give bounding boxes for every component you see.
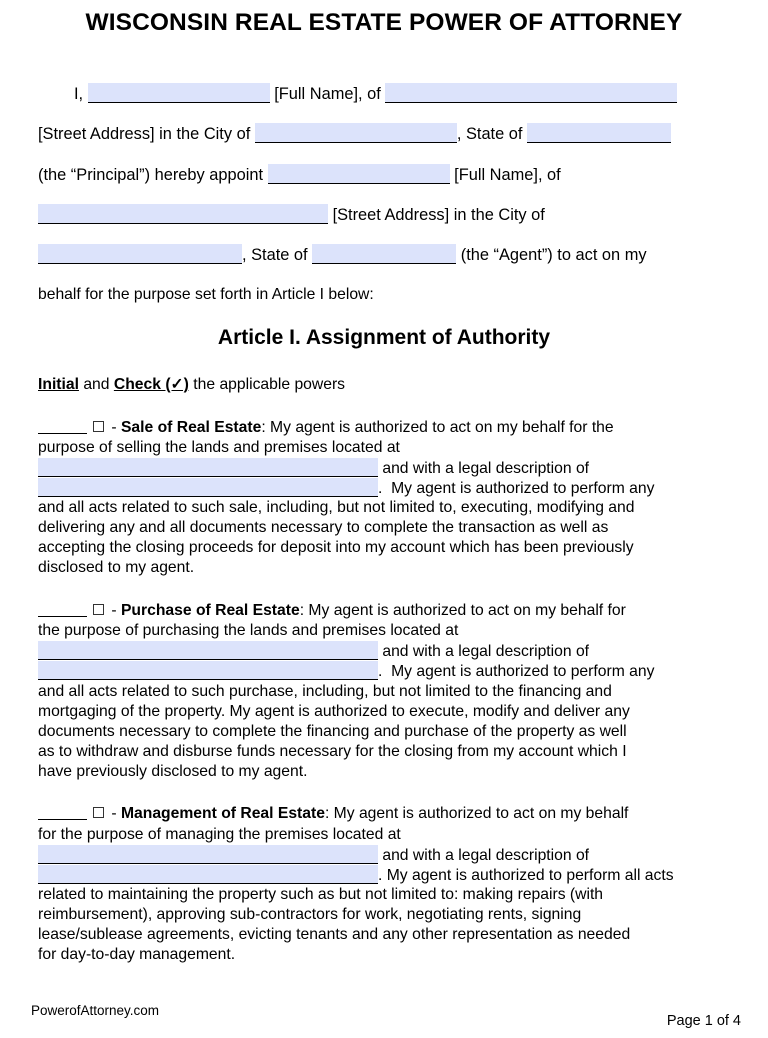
sale-line-2: purpose of selling the lands and premises located at <box>38 439 400 456</box>
principal-city-field[interactable] <box>255 123 457 143</box>
sale-line-4: . My agent is authorized to perform any <box>38 478 654 499</box>
management-heading: Management of Real Estate <box>120 805 325 822</box>
intro-line-5: , State of (the “Agent”) to act on my <box>38 244 647 265</box>
sale-line-6: delivering any and all documents necessary to complete the transaction as well as <box>38 519 609 536</box>
article-heading: Article I. Assignment of Authority <box>217 326 551 349</box>
principal-state-field[interactable] <box>527 123 671 143</box>
purchase-address-field[interactable] <box>38 641 378 660</box>
intro-line-6: behalf for the purpose set forth in Article I below: <box>38 286 374 303</box>
management-line-8: for day-to-day management. <box>38 946 236 963</box>
agent-name-field[interactable] <box>268 164 450 184</box>
footer-page-number: Page 1 of 4 <box>666 1013 741 1029</box>
document-title: WISCONSIN REAL ESTATE POWER OF ATTORNEY <box>85 9 683 36</box>
purchase-line-9: have previously disclosed to my agent. <box>38 763 308 780</box>
sale-checkbox[interactable] <box>93 421 104 432</box>
purchase-initial-field[interactable] <box>38 601 87 617</box>
sale-line-8: disclosed to my agent. <box>38 559 195 576</box>
management-line-1: - Management of Real Estate: My agent is authorized to act on my behalf <box>38 804 628 824</box>
intro-line-1: I, [Full Name], of <box>74 83 677 104</box>
principal-name-field[interactable] <box>88 83 270 103</box>
principal-street-field[interactable] <box>385 83 677 103</box>
sale-address-field[interactable] <box>38 458 378 477</box>
agent-state-field[interactable] <box>312 244 456 264</box>
management-line-2: for the purpose of managing the premises located at <box>38 826 401 843</box>
purchase-line-5: and all acts related to such purchase, including, but not limited to the financing and <box>38 683 612 700</box>
sale-line-1: - Sale of Real Estate: My agent is authorized to act on my behalf for the <box>38 418 614 438</box>
management-initial-field[interactable] <box>38 804 87 820</box>
management-line-4: . My agent is authorized to perform all acts <box>38 865 674 886</box>
instructions: Initial and Check (✓) the applicable powers <box>38 376 346 393</box>
purchase-line-2: the purpose of purchasing the lands and premises located at <box>38 622 459 639</box>
purchase-checkbox[interactable] <box>93 604 104 615</box>
footer-site: PowerofAttorney.com <box>31 1003 160 1018</box>
management-legal-description-field[interactable] <box>38 865 378 884</box>
sale-line-7: accepting the closing proceeds for deposit into my account which has been previously <box>38 539 634 556</box>
sale-line-5: and all acts related to such sale, including, but not limited to, executing, modifying and <box>38 499 635 516</box>
sale-initial-field[interactable] <box>38 418 87 434</box>
agent-street-field[interactable] <box>38 204 328 224</box>
management-line-7: lease/sublease agreements, evicting tenants and any other representation as needed <box>38 926 631 943</box>
purchase-legal-description-field[interactable] <box>38 661 378 680</box>
management-line-5: related to maintaining the property such as but not limited to: making repairs (with <box>38 886 604 903</box>
purchase-line-6: mortgaging of the property. My agent is authorized to execute, modify and deliver any <box>38 703 630 720</box>
purchase-line-3: and with a legal description of <box>38 641 589 662</box>
purchase-line-8: as to withdraw and disburse funds necessary for the closing from my account which I <box>38 743 627 760</box>
sale-heading: Sale of Real Estate <box>120 419 262 436</box>
purchase-line-1: - Purchase of Real Estate: My agent is authorized to act on my behalf for <box>38 601 626 621</box>
purchase-line-4: . My agent is authorized to perform any <box>38 661 654 682</box>
agent-city-field[interactable] <box>38 244 242 264</box>
sale-line-3: and with a legal description of <box>38 458 589 479</box>
intro-line-3: (the “Principal”) hereby appoint [Full Name], of <box>38 166 561 184</box>
intro-line-4: [Street Address] in the City of <box>38 204 545 225</box>
management-checkbox[interactable] <box>93 807 104 818</box>
management-line-3: and with a legal description of <box>38 845 589 866</box>
intro-line-2: [Street Address] in the City of , State of <box>38 123 671 144</box>
management-line-6: reimbursement), approving sub-contractors for work, negotiating rents, signing <box>38 906 582 923</box>
management-address-field[interactable] <box>38 845 378 864</box>
purchase-line-7: documents necessary to complete the financing and purchase of the property as well <box>38 723 627 740</box>
sale-legal-description-field[interactable] <box>38 478 378 497</box>
purchase-heading: Purchase of Real Estate <box>120 602 300 619</box>
